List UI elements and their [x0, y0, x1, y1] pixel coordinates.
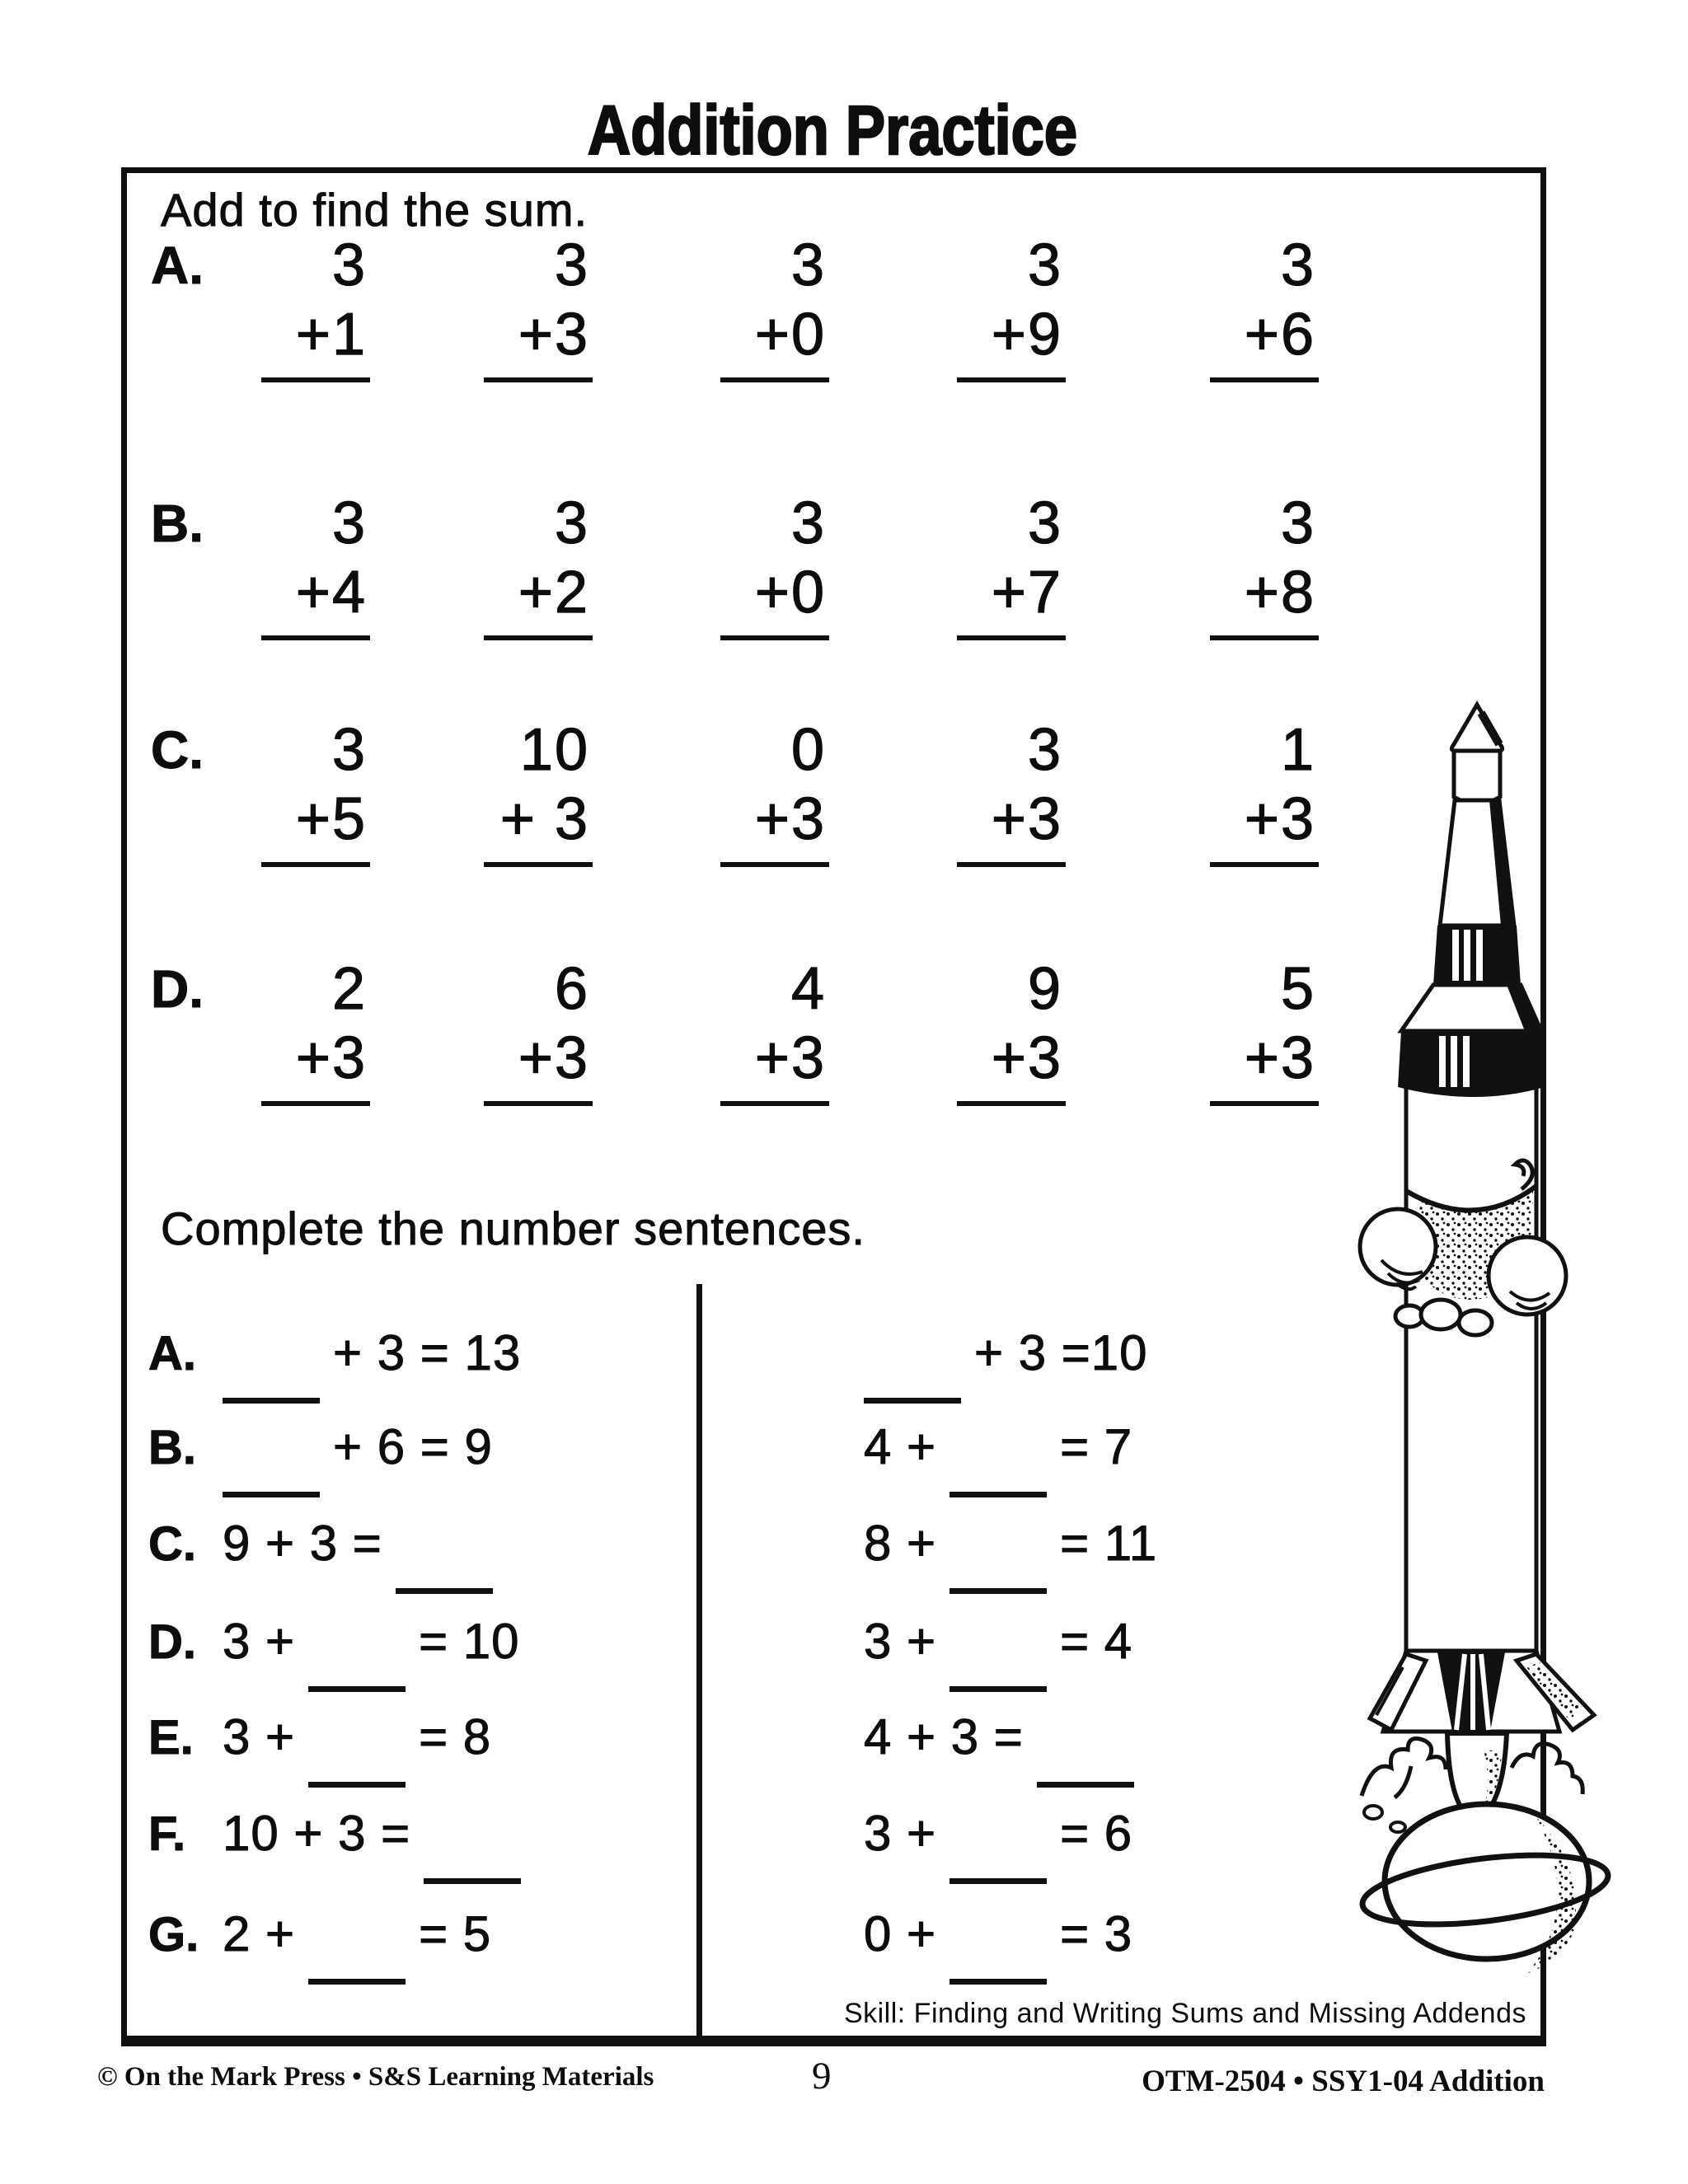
addend-bottom: + 3 — [499, 786, 589, 852]
sentence-row — [864, 1324, 1148, 1394]
sentence-row — [864, 1613, 1132, 1682]
addition-problem — [717, 715, 829, 854]
answer-blank[interactable] — [308, 1678, 406, 1692]
sentence-text: 3 + — [864, 1806, 937, 1861]
addend-bottom: +2 — [518, 560, 589, 626]
rocket-illustration — [1360, 696, 1607, 1974]
sentence-row — [148, 1515, 493, 1584]
addend-bottom: +3 — [295, 1025, 367, 1091]
addition-problem — [717, 954, 829, 1093]
addend-top: 3 — [331, 717, 367, 783]
sentence-label: A. — [148, 1327, 196, 1380]
addend-bottom: +3 — [1244, 1025, 1315, 1091]
section1-instruction: Add to find the sum. — [161, 184, 588, 236]
addend-bottom: +0 — [754, 302, 826, 368]
row-label: B. — [151, 494, 204, 553]
answer-line[interactable] — [484, 377, 593, 382]
addition-problem — [1207, 715, 1319, 854]
answer-blank[interactable] — [223, 1390, 320, 1404]
addend-bottom: +0 — [754, 560, 826, 626]
answer-line[interactable] — [720, 377, 829, 382]
addend-top: 2 — [331, 956, 367, 1022]
sentence-text: 3 + — [223, 1614, 296, 1669]
sentence-label: F. — [148, 1807, 186, 1861]
row-label: D. — [151, 959, 204, 1019]
answer-blank[interactable] — [864, 1390, 961, 1404]
sentence-text: 3 + — [223, 1709, 296, 1765]
addition-problem — [481, 231, 593, 369]
addend-bottom: +3 — [754, 1025, 826, 1091]
sentence-row — [864, 1515, 1157, 1584]
sentence-text: 8 + — [864, 1516, 937, 1571]
addition-problem — [258, 231, 370, 369]
sentence-row — [864, 1418, 1132, 1488]
sentence-row — [148, 1708, 491, 1778]
sentence-label: C. — [148, 1517, 196, 1571]
addition-problem — [481, 715, 593, 854]
addend-bottom: +8 — [1244, 560, 1315, 626]
sentence-text: + 3 =10 — [974, 1325, 1148, 1380]
sentence-text: 0 + — [864, 1906, 937, 1961]
answer-line[interactable] — [957, 862, 1066, 867]
addition-problem — [954, 489, 1066, 627]
answer-blank[interactable] — [950, 1971, 1047, 1985]
addend-bottom: +1 — [295, 302, 367, 368]
page-title: Addition Practice — [587, 91, 1078, 169]
sentence-text: 3 + — [864, 1614, 937, 1669]
addition-problem — [1207, 231, 1319, 369]
addition-problem — [258, 489, 370, 627]
addend-top: 0 — [790, 717, 826, 783]
answer-blank[interactable] — [950, 1870, 1047, 1884]
sentence-text: 10 + 3 = — [223, 1806, 411, 1861]
answer-blank[interactable] — [308, 1774, 406, 1788]
addend-bottom: +3 — [1244, 786, 1315, 852]
answer-line[interactable] — [484, 1101, 593, 1106]
addend-bottom: +5 — [295, 786, 367, 852]
answer-line[interactable] — [720, 635, 829, 640]
sentence-text: = 5 — [419, 1906, 492, 1961]
sentence-text: 2 + — [223, 1906, 296, 1961]
addend-top: 3 — [1027, 717, 1062, 783]
sentence-text: + 3 = 13 — [333, 1325, 522, 1380]
sentence-row — [864, 1905, 1132, 1975]
addend-top: 3 — [790, 490, 826, 556]
answer-line[interactable] — [720, 862, 829, 867]
sentence-text: + 6 = 9 — [333, 1419, 493, 1474]
sentence-label: B. — [148, 1421, 196, 1474]
column-divider-line — [696, 1284, 702, 2039]
sentence-row — [148, 1418, 493, 1488]
answer-blank[interactable] — [424, 1870, 521, 1884]
addition-problem — [1207, 489, 1319, 627]
addition-problem — [717, 231, 829, 369]
sentence-text: = 4 — [1060, 1614, 1133, 1669]
answer-line[interactable] — [484, 862, 593, 867]
sentence-text: = 6 — [1060, 1806, 1133, 1861]
addend-bottom: +7 — [991, 560, 1062, 626]
row-label: A. — [151, 236, 204, 295]
addend-bottom: +3 — [991, 1025, 1062, 1091]
sentence-row — [864, 1708, 1134, 1778]
answer-line[interactable] — [261, 862, 370, 867]
answer-blank[interactable] — [396, 1580, 493, 1594]
sentence-row — [864, 1805, 1132, 1874]
sentence-row — [148, 1805, 521, 1874]
answer-line[interactable] — [957, 635, 1066, 640]
addend-top: 5 — [1280, 956, 1315, 1022]
answer-line[interactable] — [261, 377, 370, 382]
addition-problem — [954, 715, 1066, 854]
addend-top: 3 — [1280, 232, 1315, 298]
answer-line[interactable] — [957, 377, 1066, 382]
addition-problem — [954, 954, 1066, 1093]
addition-problem — [954, 231, 1066, 369]
addition-problem — [1207, 954, 1319, 1093]
addend-bottom: +3 — [991, 786, 1062, 852]
answer-line[interactable] — [1210, 377, 1319, 382]
addition-problem — [258, 715, 370, 854]
sentence-row — [148, 1324, 521, 1394]
addend-bottom: +3 — [518, 302, 589, 368]
answer-blank[interactable] — [1037, 1774, 1134, 1788]
answer-blank[interactable] — [308, 1971, 406, 1985]
skill-note: Skill: Finding and Writing Sums and Missing Addends — [843, 1998, 1526, 2029]
addend-top: 3 — [1280, 490, 1315, 556]
addition-problem — [481, 954, 593, 1093]
answer-line[interactable] — [1210, 862, 1319, 867]
addend-bottom: +3 — [754, 786, 826, 852]
sentence-text: 4 + — [864, 1419, 937, 1474]
sentence-label: D. — [148, 1615, 196, 1669]
addend-top: 3 — [1027, 490, 1062, 556]
sentence-row — [148, 1613, 520, 1682]
sentence-text: = 7 — [1060, 1419, 1133, 1474]
answer-line[interactable] — [484, 635, 593, 640]
answer-line[interactable] — [261, 1101, 370, 1106]
addend-top: 6 — [554, 956, 589, 1022]
page-number: 9 — [812, 2055, 832, 2097]
answer-blank[interactable] — [223, 1483, 320, 1497]
sentence-text: = 11 — [1060, 1516, 1158, 1571]
answer-blank[interactable] — [950, 1483, 1047, 1497]
answer-blank[interactable] — [950, 1580, 1047, 1594]
addition-problem — [717, 489, 829, 627]
product-code-text: OTM-2504 • SSY1-04 Addition — [1142, 2064, 1545, 2098]
addend-bottom: +6 — [1244, 302, 1315, 368]
answer-line[interactable] — [1210, 635, 1319, 640]
sentence-label: E. — [148, 1711, 194, 1765]
addend-top: 10 — [519, 717, 589, 783]
sentence-row — [148, 1905, 491, 1975]
section2-instruction: Complete the number sentences. — [161, 1202, 865, 1254]
problem-row — [0, 231, 1688, 387]
addend-top: 3 — [790, 232, 826, 298]
addition-problem — [258, 954, 370, 1093]
addend-top: 1 — [1280, 717, 1315, 783]
answer-line[interactable] — [720, 1101, 829, 1106]
sentence-text: 4 + 3 = — [864, 1709, 1024, 1765]
addend-top: 3 — [1027, 232, 1062, 298]
sentence-text: = 8 — [419, 1709, 492, 1765]
answer-line[interactable] — [261, 635, 370, 640]
copyright-text: © On the Mark Press • S&S Learning Materials — [97, 2062, 654, 2092]
answer-line[interactable] — [957, 1101, 1066, 1106]
addend-top: 3 — [331, 490, 367, 556]
addend-top: 3 — [554, 490, 589, 556]
sentence-label: G. — [148, 1908, 199, 1961]
addend-top: 3 — [331, 232, 367, 298]
sentence-text: = 3 — [1060, 1906, 1133, 1961]
addend-bottom: +9 — [991, 302, 1062, 368]
answer-line[interactable] — [1210, 1101, 1319, 1106]
sentence-text: = 10 — [419, 1614, 520, 1669]
addend-bottom: +3 — [518, 1025, 589, 1091]
addend-top: 4 — [790, 956, 826, 1022]
addend-bottom: +4 — [295, 560, 367, 626]
answer-blank[interactable] — [950, 1678, 1047, 1692]
addend-top: 9 — [1027, 956, 1062, 1022]
addend-top: 3 — [554, 232, 589, 298]
sentence-text: 9 + 3 = — [223, 1516, 382, 1571]
row-label: C. — [151, 720, 204, 780]
problem-row — [0, 489, 1688, 645]
addition-problem — [481, 489, 593, 627]
